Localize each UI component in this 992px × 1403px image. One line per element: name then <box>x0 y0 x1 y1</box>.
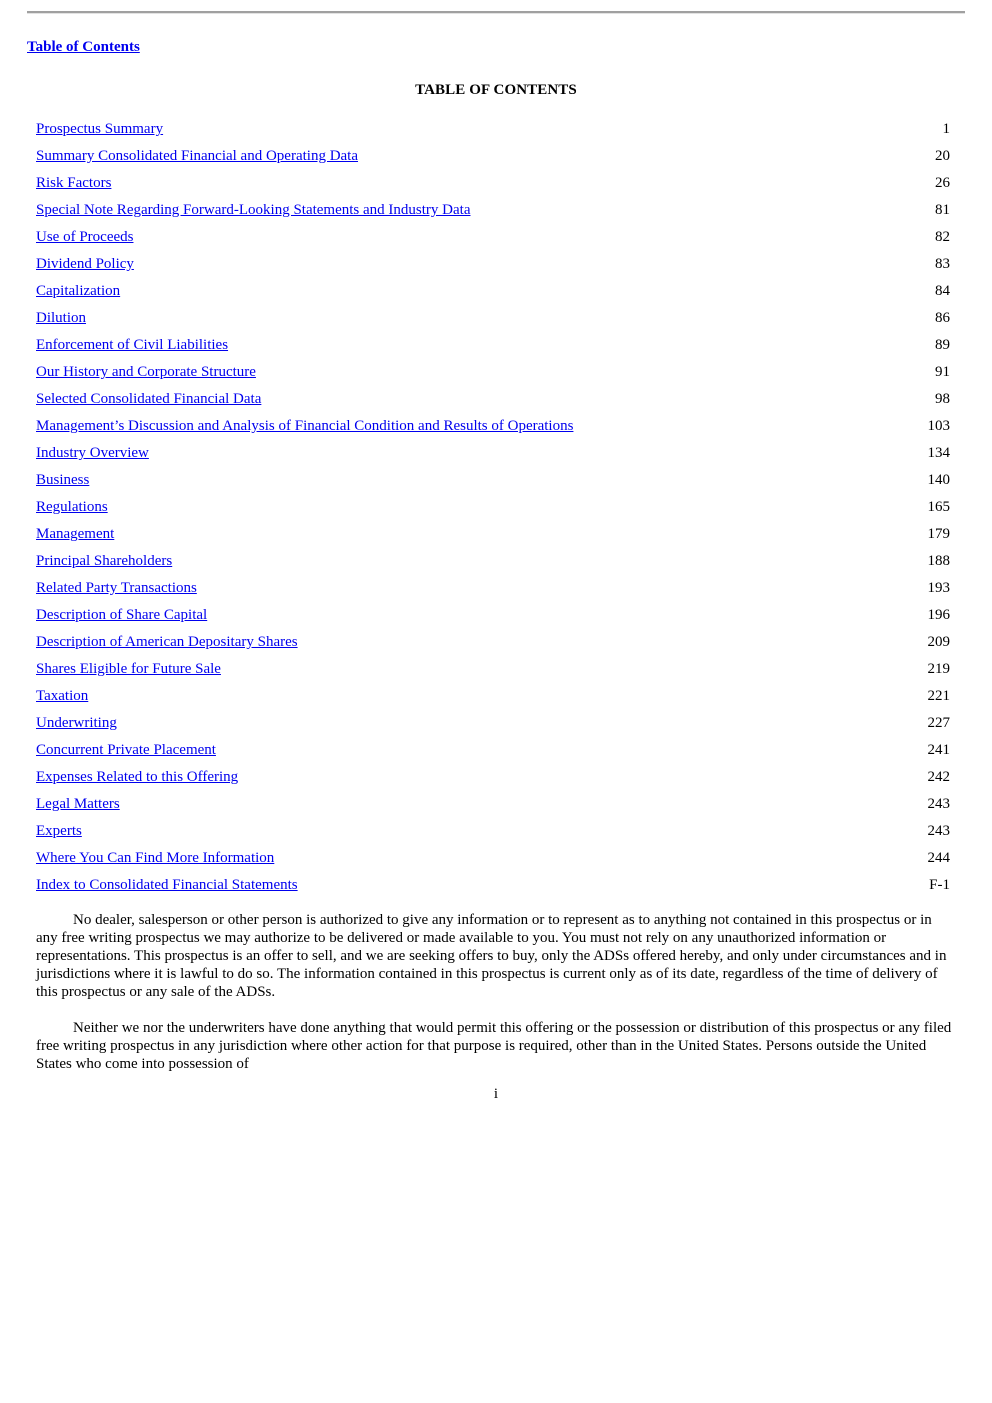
toc-row <box>36 119 950 146</box>
toc-entry-link[interactable]: Management’s Discussion and Analysis of Financial Condition and Results of Operations <box>36 418 574 434</box>
toc-row <box>36 740 950 767</box>
toc-entry-link[interactable]: Expenses Related to this Offering <box>36 769 239 785</box>
toc-row <box>36 335 950 362</box>
toc-page-number: 193 <box>927 580 950 596</box>
toc-entry-link[interactable]: Underwriting <box>36 715 117 731</box>
table-of-contents-link[interactable]: Table of Contents <box>27 39 140 55</box>
toc-row <box>36 281 950 308</box>
toc-page-number: 98 <box>935 391 950 407</box>
page-number: i <box>493 1086 499 1102</box>
toc-page-number: 86 <box>935 310 950 326</box>
toc-page-number: 81 <box>935 202 950 218</box>
toc-entry-link[interactable]: Summary Consolidated Financial and Operating Data <box>36 148 359 164</box>
toc-entry-link[interactable]: Special Note Regarding Forward-Looking Statements and Industry Data <box>36 202 471 218</box>
toc-page-number: 20 <box>935 148 950 164</box>
toc-page-number: 179 <box>927 526 950 542</box>
toc-entry-link[interactable]: Related Party Transactions <box>36 580 197 596</box>
toc-row <box>36 443 950 470</box>
toc-list <box>36 119 950 902</box>
toc-page-number: 103 <box>927 418 950 434</box>
toc-row <box>36 470 950 497</box>
toc-page-number: 227 <box>927 715 950 731</box>
toc-row <box>36 821 950 848</box>
toc-entry-link[interactable]: Where You Can Find More Information <box>36 850 275 866</box>
toc-row <box>36 605 950 632</box>
toc-entry-link[interactable]: Shares Eligible for Future Sale <box>36 661 221 677</box>
toc-page-number: 221 <box>927 688 950 704</box>
toc-page-number: 243 <box>927 823 950 839</box>
toc-page-number: 83 <box>935 256 950 272</box>
toc-entry-link[interactable]: Dividend Policy <box>36 256 134 272</box>
toc-page-number: 84 <box>935 283 950 299</box>
toc-entry-link[interactable]: Description of American Depositary Shares <box>36 634 298 650</box>
toc-page-number: 219 <box>927 661 950 677</box>
disclaimer-paragraph-2: Neither we nor the underwriters have done anything that would permit this offering or the possession or distribution of this prospectus or any filed free writing prospectus in any jurisdiction where other action for that purpose is required, other than in the United States. Persons outside the United States who come into possession of <box>36 1020 952 1072</box>
toc-row <box>36 659 950 686</box>
toc-page-number: 243 <box>927 796 950 812</box>
toc-page-number: 89 <box>935 337 950 353</box>
toc-row <box>36 524 950 551</box>
toc-page-number: 26 <box>935 175 950 191</box>
toc-entry-link[interactable]: Risk Factors <box>36 175 112 191</box>
toc-entry-link[interactable]: Index to Consolidated Financial Statements <box>36 877 298 893</box>
toc-entry-link[interactable]: Prospectus Summary <box>36 121 164 137</box>
toc-row <box>36 254 950 281</box>
toc-row <box>36 848 950 875</box>
toc-entry-link[interactable]: Regulations <box>36 499 108 515</box>
toc-row <box>36 146 950 173</box>
toc-row <box>36 200 950 227</box>
toc-row <box>36 362 950 389</box>
toc-entry-link[interactable]: Experts <box>36 823 82 839</box>
toc-entry-link[interactable]: Principal Shareholders <box>36 553 173 569</box>
toc-entry-link[interactable]: Business <box>36 472 90 488</box>
toc-entry-link[interactable]: Industry Overview <box>36 445 149 461</box>
toc-page-number: 241 <box>927 742 950 758</box>
toc-row <box>36 497 950 524</box>
toc-row <box>36 389 950 416</box>
toc-row <box>36 767 950 794</box>
toc-page-number: 134 <box>927 445 950 461</box>
toc-page-number: 196 <box>927 607 950 623</box>
top-horizontal-rule <box>27 11 965 14</box>
toc-row <box>36 794 950 821</box>
toc-row <box>36 416 950 443</box>
toc-entry-link[interactable]: Description of Share Capital <box>36 607 208 623</box>
toc-page-number: 82 <box>935 229 950 245</box>
toc-row <box>36 578 950 605</box>
toc-page-number: 140 <box>927 472 950 488</box>
toc-entry-link[interactable]: Selected Consolidated Financial Data <box>36 391 262 407</box>
toc-entry-link[interactable]: Legal Matters <box>36 796 120 812</box>
toc-row <box>36 173 950 200</box>
toc-entry-link[interactable]: Capitalization <box>36 283 121 299</box>
toc-row <box>36 227 950 254</box>
toc-page-number: 91 <box>935 364 950 380</box>
toc-entry-link[interactable]: Our History and Corporate Structure <box>36 364 256 380</box>
toc-row <box>36 713 950 740</box>
toc-row <box>36 551 950 578</box>
toc-entry-link[interactable]: Management <box>36 526 115 542</box>
toc-page-number: 244 <box>927 850 950 866</box>
toc-row <box>36 875 950 902</box>
toc-entry-link[interactable]: Concurrent Private Placement <box>36 742 216 758</box>
toc-page-number: 242 <box>927 769 950 785</box>
toc-page-number: 188 <box>927 553 950 569</box>
toc-entry-link[interactable]: Taxation <box>36 688 89 704</box>
toc-row <box>36 686 950 713</box>
toc-page-number: 209 <box>927 634 950 650</box>
toc-entry-link[interactable]: Use of Proceeds <box>36 229 134 245</box>
toc-entry-link[interactable]: Dilution <box>36 310 87 326</box>
toc-row <box>36 308 950 335</box>
toc-page-number: 165 <box>927 499 950 515</box>
toc-page-number: 1 <box>942 121 950 137</box>
toc-entry-link[interactable]: Enforcement of Civil Liabilities <box>36 337 229 353</box>
toc-heading: TABLE OF CONTENTS <box>415 82 577 98</box>
disclaimer-paragraph-1: No dealer, salesperson or other person is authorized to give any information or to represent as to anything not contained in this prospectus or in any free writing prospectus we may authorize to be delivered or made available to you. You must not rely on any unauthorized information or representations. This prospectus is an offer to sell, and we are seeking offers to buy, only the ADSs offered hereby, and only under circumstances and in jurisdictions where it is lawful to do so. The information contained in this prospectus is current only as of its date, regardless of the time of delivery of this prospectus or any sale of the ADSs. <box>36 912 947 1000</box>
toc-row <box>36 632 950 659</box>
toc-page-number: F-1 <box>929 877 950 893</box>
